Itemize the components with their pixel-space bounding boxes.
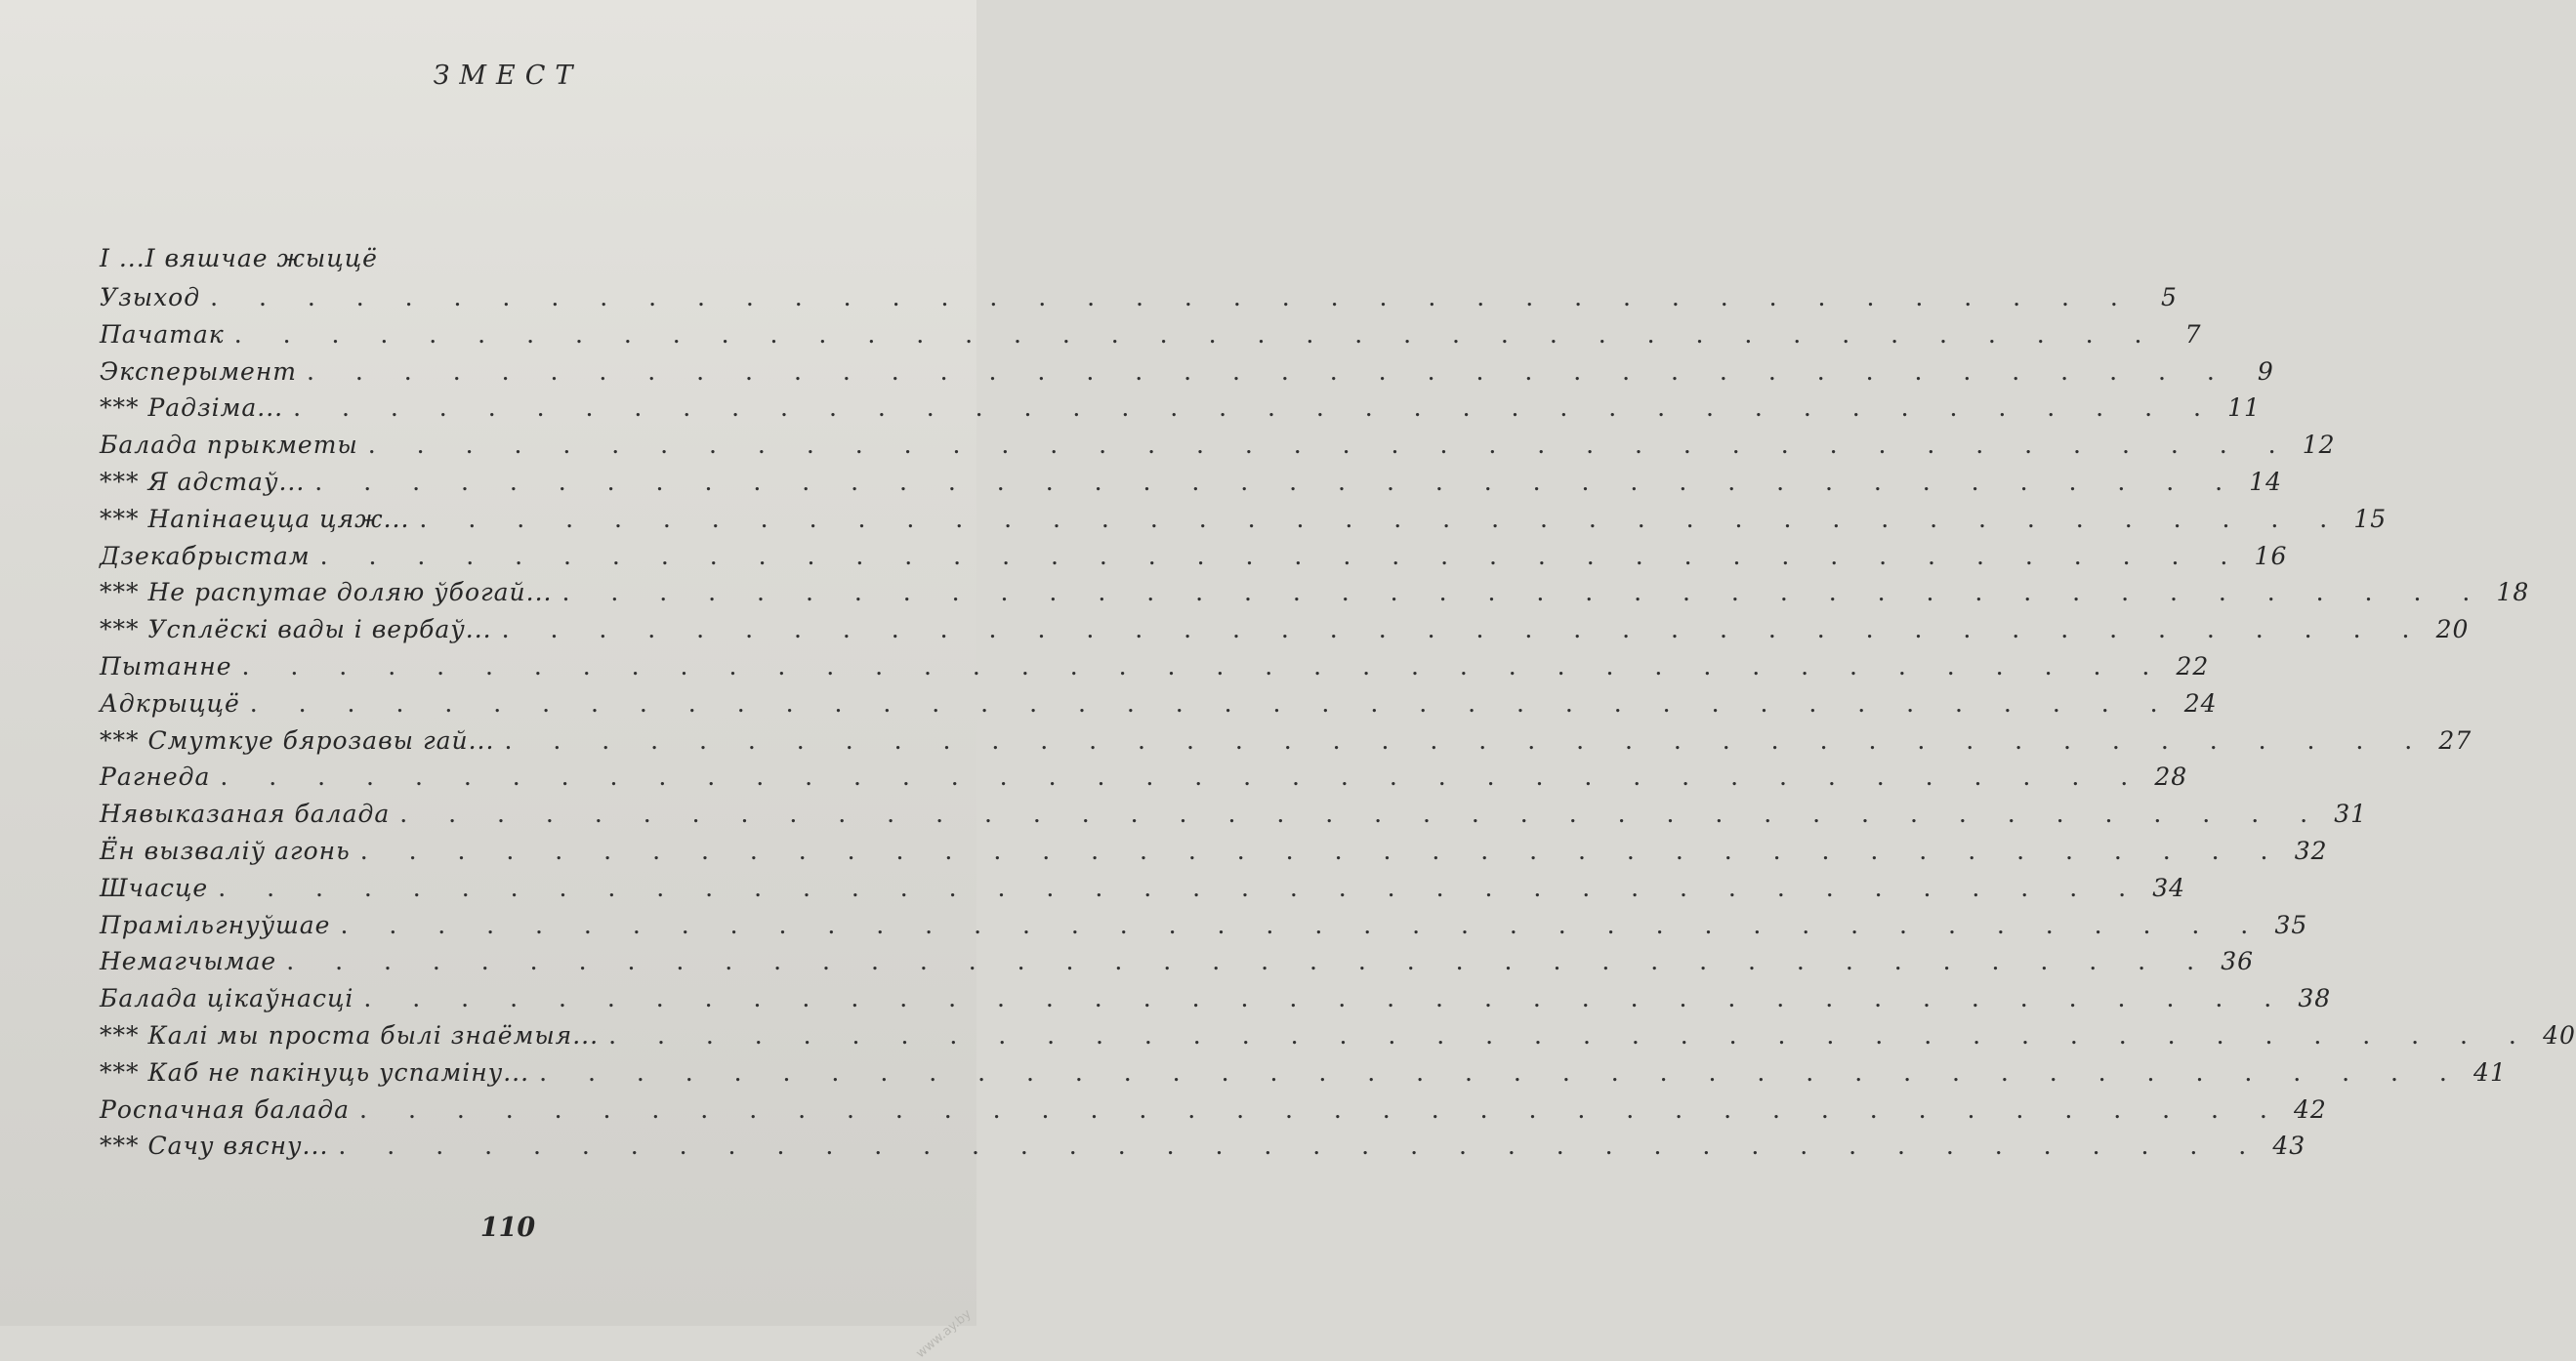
toc-entry <box>100 800 2368 835</box>
dot-leader: . . . . . . . . . . . . . . . . . . . . . . . . . . . . . . . . . . . . . . . . <box>608 1021 2533 1050</box>
dot-leader: . . . . . . . . . . . . . . . . . . . . . . . . . . . . . . . . . . . . . . . . <box>241 652 2167 680</box>
toc-entry-title: Нявыказаная балада <box>100 800 391 829</box>
toc-entry-title: *** Каб не пакінуць успаміну... <box>100 1057 530 1087</box>
toc-entry <box>100 984 2332 1019</box>
toc-entry-page: 41 <box>2473 1057 2507 1087</box>
dot-leader: . . . . . . . . . . . . . . . . . . . . . . . . . . . . . . . . . . . . . . . . <box>399 800 2325 829</box>
dot-leader: . . . . . . . . . . . . . . . . . . . . . . . . . . . . . . . . . . . . . . . . <box>233 319 2159 349</box>
toc-entry-title: *** Не распутае доляю ўбогай... <box>100 578 553 607</box>
toc-entry <box>100 873 2186 909</box>
toc-entry <box>100 468 2283 503</box>
toc-entry-title: Немагчымае <box>100 947 277 976</box>
toc-entry-page: 32 <box>2294 837 2328 865</box>
dot-leader: . . . . . . . . . . . . . . . . . . . . . . . . . . . . . . . . . . . . . . . . <box>419 504 2345 533</box>
dot-leader: . . . . . . . . . . . . . . . . . . . . . . . . . . . . . . . . . . . . . . . . <box>338 1132 2264 1161</box>
toc-entry-page: 35 <box>2274 910 2308 939</box>
toc-entry-page: 28 <box>2154 763 2188 792</box>
toc-entry-title: Эксперымент <box>100 356 298 386</box>
toc-entry-page: 14 <box>2249 468 2283 496</box>
toc-entry-page: 40 <box>2543 1021 2576 1050</box>
dot-leader: . . . . . . . . . . . . . . . . . . . . . . . . . . . . . . . . . . . . . . . . <box>561 578 2487 607</box>
toc-entry <box>100 393 2261 429</box>
page-title: ЗМЕСТ <box>433 61 583 91</box>
toc-entry-title: Балада цікаўнасці <box>100 984 354 1013</box>
dot-leader: . . . . . . . . . . . . . . . . . . . . . . . . . . . . . . . . . . . . . . . . <box>359 1094 2284 1124</box>
watermark: www.ay.by <box>913 1306 975 1361</box>
toc-entry-title: Пытанне <box>100 652 232 680</box>
toc-entry-title: Дзекабрыстам <box>100 541 311 570</box>
toc-entry <box>100 319 2202 355</box>
toc-entry-title: Прамільгнуўшае <box>100 910 331 939</box>
toc-entry-page: 31 <box>2334 800 2368 829</box>
toc-entry <box>100 578 2530 613</box>
dot-leader: . . . . . . . . . . . . . . . . . . . . . . . . . . . . . . . . . . . . . . . . <box>319 541 2245 570</box>
toc-entry-page: 42 <box>2294 1094 2327 1124</box>
toc-entry <box>100 504 2388 540</box>
toc-entry <box>100 763 2188 798</box>
toc-entry-page: 34 <box>2152 873 2186 902</box>
dot-leader: . . . . . . . . . . . . . . . . . . . . . . . . . . . . . . . . . . . . . . . . <box>307 356 2231 386</box>
toc-entry <box>100 688 2218 724</box>
toc-entry-page: 22 <box>2176 652 2210 680</box>
toc-entry-page: 16 <box>2254 541 2288 570</box>
toc-entry-page: 12 <box>2302 431 2336 460</box>
toc-entry <box>100 947 2255 982</box>
dot-leader: . . . . . . . . . . . . . . . . . . . . . . . . . . . . . . . . . . . . . . . . <box>539 1057 2464 1087</box>
toc-entry <box>100 541 2288 577</box>
toc-entry-title: Шчасце <box>100 873 209 902</box>
dot-leader: . . . . . . . . . . . . . . . . . . . . . . . . . . . . . . . . . . . . . . . . <box>363 984 2289 1013</box>
dot-leader: . . . . . . . . . . . . . . . . . . . . . . . . . . . . . . . . . . . . . . . . <box>210 283 2135 311</box>
dot-leader: . . . . . . . . . . . . . . . . . . . . . . . . . . . . . . . . . . . . . . . . <box>218 873 2143 902</box>
dot-leader: . . . . . . . . . . . . . . . . . . . . . . . . . . . . . . . . . . . . . . . . <box>501 615 2427 644</box>
toc-entry <box>100 725 2472 762</box>
toc-entry-title: *** Радзіма... <box>100 393 284 423</box>
toc-entry-title: *** Калі мы проста былі знаёмыя... <box>100 1021 600 1050</box>
toc-entry-page: 43 <box>2272 1132 2306 1161</box>
dot-leader: . . . . . . . . . . . . . . . . . . . . . . . . . . . . . . . . . . . . . . . . <box>340 910 2265 939</box>
dot-leader: . . . . . . . . . . . . . . . . . . . . . . . . . . . . . . . . . . . . . . . . <box>293 393 2218 423</box>
toc-entry-page: 36 <box>2221 947 2255 976</box>
toc-entry-page: 11 <box>2227 393 2261 423</box>
toc-entry-page: 15 <box>2353 504 2388 533</box>
toc-entry-page: 18 <box>2496 578 2530 607</box>
dot-leader: . . . . . . . . . . . . . . . . . . . . . . . . . . . . . . . . . . . . . . . . <box>367 431 2293 460</box>
toc-entry <box>100 1132 2306 1167</box>
toc-entry <box>100 283 2178 318</box>
toc-entry <box>100 910 2308 946</box>
dot-leader: . . . . . . . . . . . . . . . . . . . . . . . . . . . . . . . . . . . . . . . . <box>359 837 2285 865</box>
toc-entry-title: *** Напінаецца цяж... <box>100 504 410 533</box>
toc-entry-title: *** Смуткуе бярозавы гай... <box>100 725 495 755</box>
toc-entry-page: 9 <box>2257 356 2274 386</box>
toc-entry-title: *** Усплёскі вады і вербаў... <box>100 615 492 644</box>
toc-entry-title: Роспачная балада <box>100 1094 351 1124</box>
toc-entry <box>100 1094 2327 1131</box>
dot-leader: . . . . . . . . . . . . . . . . . . . . . . . . . . . . . . . . . . . . . . . . <box>220 763 2145 792</box>
toc-entry-page: 27 <box>2438 725 2472 755</box>
toc-entry-page: 38 <box>2298 984 2332 1013</box>
toc-entry <box>100 615 2470 650</box>
toc-entry-title: Узыход <box>100 283 201 311</box>
toc-entry-page: 5 <box>2160 283 2178 311</box>
toc-entry <box>100 431 2336 466</box>
toc-entry-page: 24 <box>2183 688 2218 718</box>
dot-leader: . . . . . . . . . . . . . . . . . . . . . . . . . . . . . . . . . . . . . . . . <box>249 688 2175 718</box>
toc-entry-title: Адкрыццё <box>100 688 240 718</box>
toc-entry-title: Ён вызваліў агонь <box>100 837 351 865</box>
toc-entry-title: Рагнеда <box>100 763 211 792</box>
toc-entry <box>100 356 2274 392</box>
dot-leader: . . . . . . . . . . . . . . . . . . . . . . . . . . . . . . . . . . . . . . . . <box>286 947 2212 976</box>
toc-entry <box>100 652 2210 687</box>
toc-entry <box>100 837 2328 872</box>
toc-entry-title: Балада прыкметы <box>100 431 358 460</box>
toc-entry-title: *** Я адстаў... <box>100 468 306 496</box>
dot-leader: . . . . . . . . . . . . . . . . . . . . . . . . . . . . . . . . . . . . . . . . <box>314 468 2240 496</box>
toc-entry-title: *** Сачу вясну... <box>100 1132 329 1161</box>
section-heading: I ...І вяшчае жыццё <box>100 244 378 272</box>
page-number: 110 <box>479 1213 536 1243</box>
toc-entry <box>100 1057 2507 1093</box>
toc-entry-page: 7 <box>2184 319 2202 349</box>
toc-entry-page: 20 <box>2435 615 2470 644</box>
toc-entry <box>100 1021 2576 1056</box>
dot-leader: . . . . . . . . . . . . . . . . . . . . . . . . . . . . . . . . . . . . . . . . <box>504 725 2430 755</box>
toc-entry-title: Пачатак <box>100 319 225 349</box>
